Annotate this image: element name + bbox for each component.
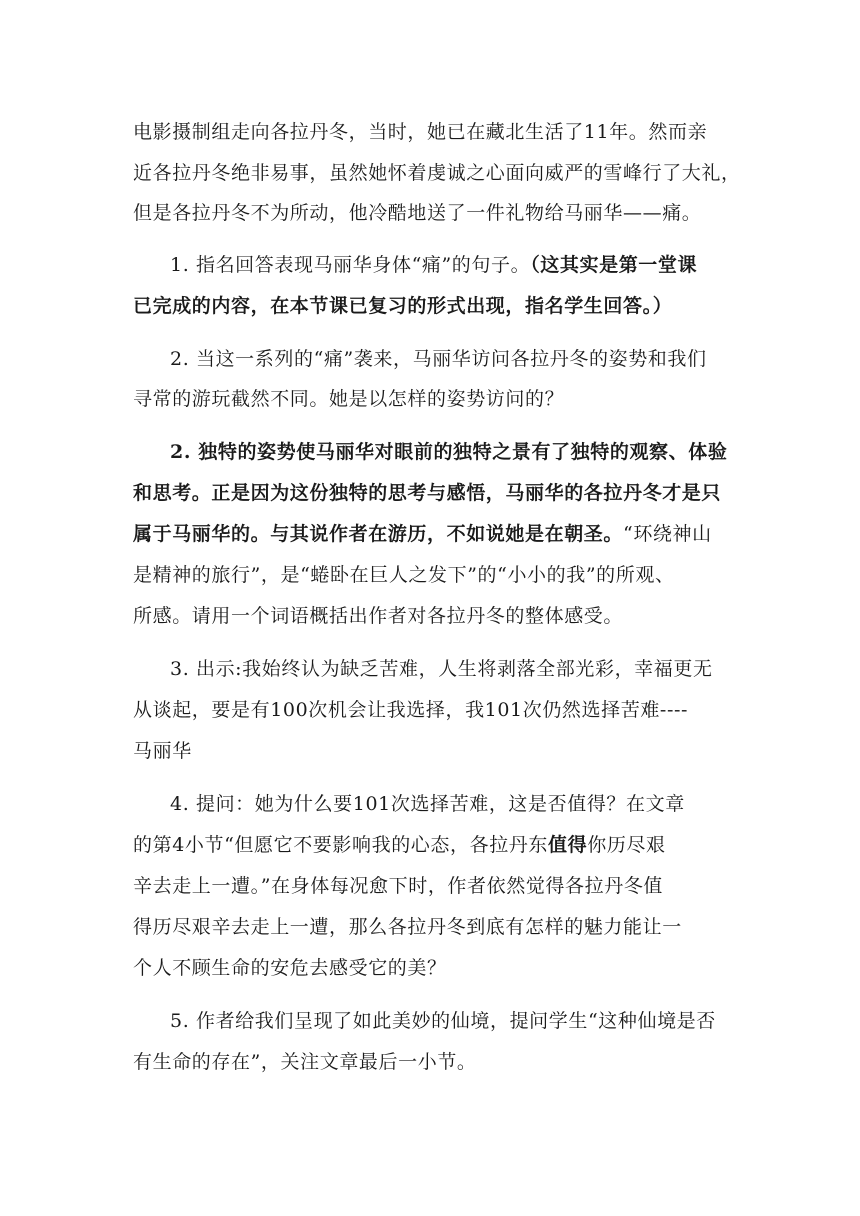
item-4-text: 你历尽艰: [587, 834, 666, 856]
item-5-line: 5. 作者给我们呈现了如此美妙的仙境，提问学生“这种仙境是否: [170, 1010, 716, 1032]
item-4-line: 辛去走上一遭。”在身体每况愈下时，作者依然觉得各拉丹冬值: [133, 875, 664, 897]
item-2b-bold-line: 2. 独特的姿势使马丽华对眼前的独特之景有了独特的观察、体验: [170, 441, 728, 463]
paragraph-line: 电影摄制组走向各拉丹冬，当时，她已在藏北生活了11年。然而亲: [133, 121, 708, 143]
item-4-bold-word: 值得: [548, 834, 588, 856]
item-2b-text: “环绕神山: [623, 523, 712, 545]
item-4-line: 得历尽艰辛去走上一遭，那么各拉丹冬到底有怎样的魅力能让一: [133, 916, 682, 938]
item-1-note-bold: （这其实是第一堂课: [530, 254, 698, 276]
item-2-line: 2. 当这一系列的“痛”袭来，马丽华访问各拉丹冬的姿势和我们: [170, 348, 707, 370]
item-4-line: 个人不顾生命的安危去感受它的美？: [133, 957, 447, 979]
item-2b-bold-line: 和思考。正是因为这份独特的思考与感悟，马丽华的各拉丹冬才是只: [133, 482, 722, 504]
item-4-text: 的第4小节“但愿它不要影响我的心态，各拉丹东: [133, 834, 549, 856]
item-2b-bold-text: 属于马丽华的。与其说作者在游历，不如说她是在朝圣。: [133, 523, 624, 545]
item-3-line: 从谈起，要是有100次机会让我选择，我101次仍然选择苦难----: [133, 699, 689, 721]
item-2-line: 寻常的游玩截然不同。她是以怎样的姿势访问的？: [133, 388, 565, 410]
item-2b-line: [133, 520, 712, 548]
item-1-text: 1. 指名回答表现马丽华身体“痛”的句子。: [170, 254, 531, 276]
item-1-note-line: 已完成的内容，在本节课已复习的形式出现，指名学生回答。）: [133, 295, 673, 317]
paragraph-line: 所感。请用一个词语概括出作者对各拉丹冬的整体感受。: [133, 605, 624, 627]
item-5-line: 有生命的存在”，关注文章最后一小节。: [133, 1051, 477, 1073]
paragraph-line: 是精神的旅行”，是“蜷卧在巨人之发下”的“小小的我”的所观、: [133, 564, 675, 586]
item-1-line: [170, 251, 697, 279]
paragraph-line: 近各拉丹冬绝非易事，虽然她怀着虔诚之心面向威严的雪峰行了大礼，: [133, 162, 741, 184]
item-3-attribution: 马丽华: [133, 740, 192, 762]
item-3-line: 3. 出示:我始终认为缺乏苦难，人生将剥落全部光彩，幸福更无: [170, 658, 713, 680]
item-4-line: 4. 提问：她为什么要101次选择苦难，这是否值得？在文章: [170, 793, 685, 815]
item-4-line: [133, 831, 666, 859]
paragraph-line: 但是各拉丹冬不为所动，他冷酷地送了一件礼物给马丽华——痛。: [133, 202, 702, 224]
